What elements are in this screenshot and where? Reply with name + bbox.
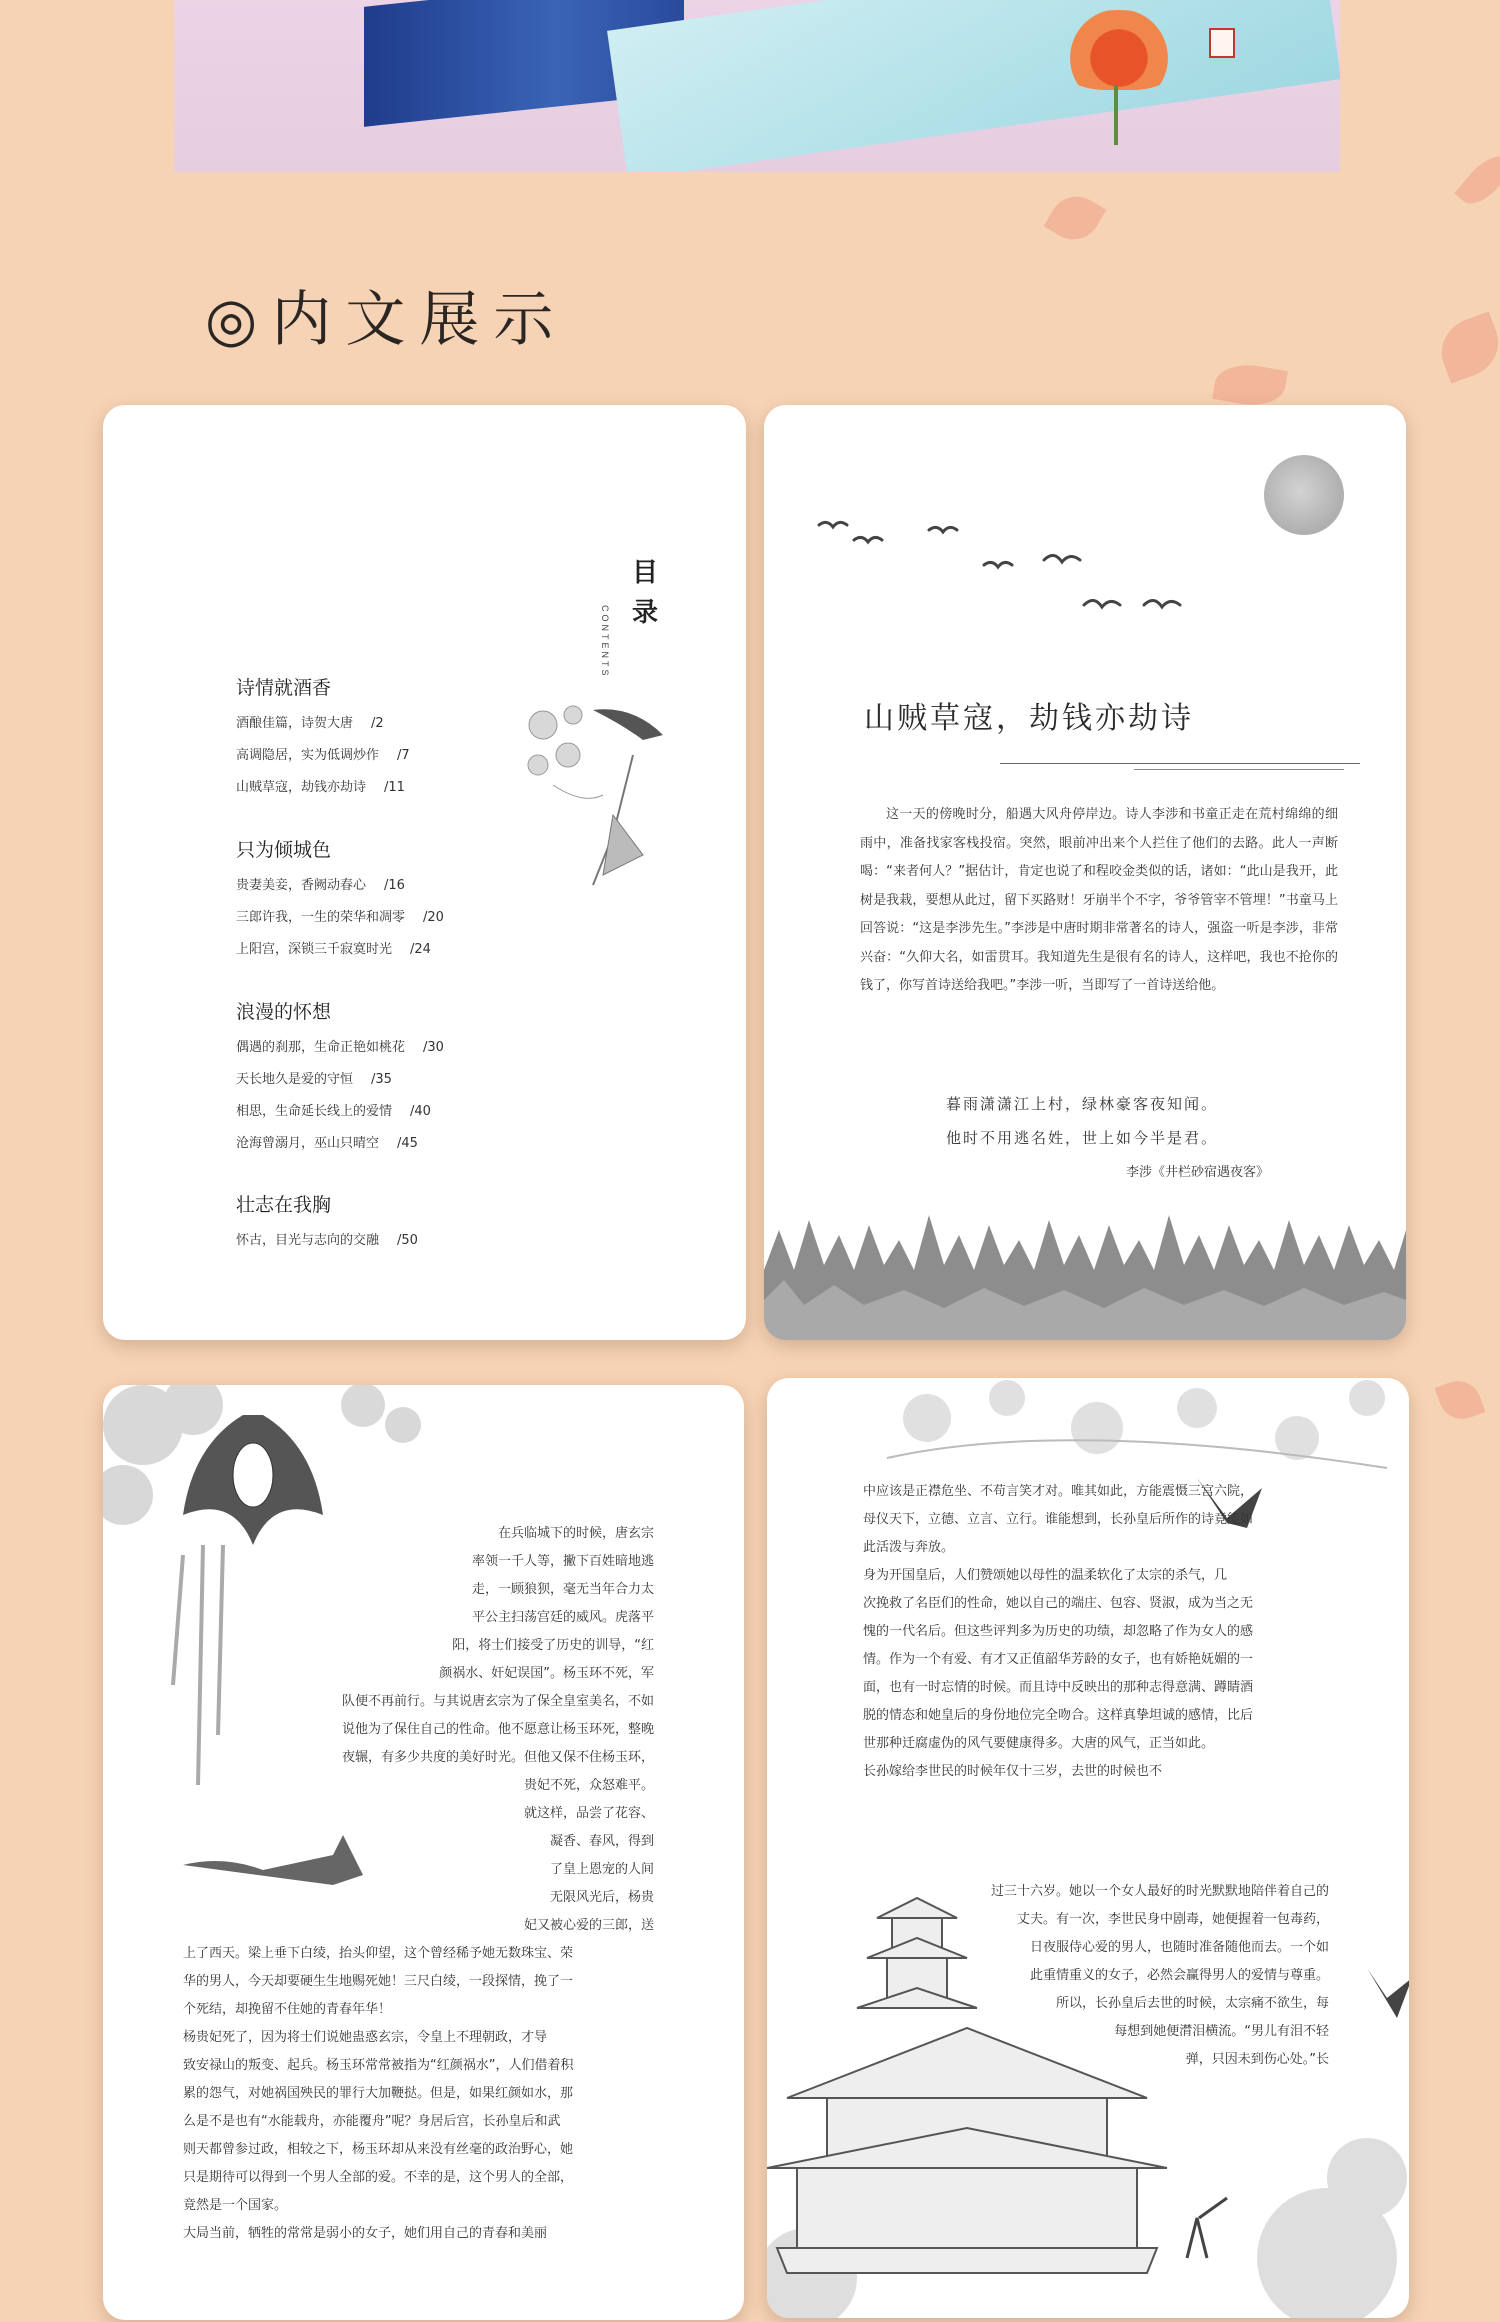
chapter-title: 山贼草寇，劫钱亦劫诗: [864, 701, 1194, 736]
text-line: 夜辗，有多少共度的美好时光。但他又保不住杨玉环，: [341, 1750, 654, 1765]
text-line: 走，一顾狼狈，毫无当年合力太: [471, 1582, 654, 1597]
chapter-body-text: 这一天的傍晚时分，船遇大风舟停岸边。诗人李涉和书童正走在荒村绵绵的细雨中，准备找家客栈投宿。突然，眼前冲出来个人拦住了他们的去路。此人一声断喝：“来者何人？”据估计，肯定也说了和程咬金类似的话，诸如：“此山是我开，此树是我栽，要想从此过，留下买路财！牙崩半个不字，爷爷管宰不管埋！”书童马上回答说：“这是李涉先生。”李涉是中唐时期非常著名的诗人，强盗一听是李涉，非常兴奋：“久仰大名，如雷贯耳。我知道先生是很有名的诗人，这样吧，我也不抢你的钱了，你写首诗送给我吧。”李涉一听，当即写了一首诗送给他。: [860, 807, 1338, 993]
toc-item[interactable]: [236, 772, 410, 804]
body-page-left: [103, 1385, 744, 2320]
toc-item-title: 相思，生命延长线上的爱情: [236, 1104, 393, 1119]
toc-group-title: 诗情就酒香: [236, 677, 332, 699]
toc-item[interactable]: [236, 870, 444, 902]
text-line: 长孙嫁给李世民的时候年仅十三岁，去世的时候也不: [863, 1764, 1163, 1779]
toc-item-title: 偶遇的刹那，生命正艳如桃花: [236, 1040, 406, 1055]
petal-decoration: [1454, 147, 1500, 212]
poem-source: 李涉《井栏砂宿遇夜客》: [1126, 1165, 1270, 1180]
toc-group: [236, 1190, 418, 1257]
text-line: 弹，只因未到伤心处。”长: [1185, 2052, 1329, 2067]
toc-item-title: 三郎许我，一生的荣华和凋零: [236, 910, 406, 925]
text-line: 率领一千人等，撇下百姓暗地逃: [471, 1554, 654, 1569]
toc-item-page: /45: [397, 1136, 418, 1151]
section-title: ◎内文展示: [205, 285, 568, 355]
text-line: 每想到她便潸泪横流。“男儿有泪不轻: [1114, 2024, 1329, 2039]
poem-line: 他时不用逃名姓，世上如今半是君。: [946, 1129, 1219, 1147]
lotus-flower-illustration: [1054, 10, 1184, 90]
text-line: 只是期待可以得到一个男人全部的爱。不幸的是，这个男人的全部，: [183, 2170, 574, 2185]
toc-item-page: /40: [410, 1104, 431, 1119]
text-line: 在兵临城下的时候，唐玄宗: [497, 1526, 654, 1541]
petal-decoration: [1212, 359, 1288, 411]
text-line: 情。作为一个有爱、有才又正值韶华芳龄的女子，也有娇艳妩媚的一: [863, 1652, 1254, 1667]
petal-decoration: [1432, 311, 1500, 383]
text-line: 竟然是一个国家。: [183, 2198, 288, 2213]
text-line: 说他为了保住自己的性命。他不愿意让杨玉环死，整晚: [341, 1722, 654, 1737]
toc-item-title: 山贼草寇，劫钱亦劫诗: [236, 780, 367, 795]
petal-decoration: [1434, 1374, 1485, 1425]
text-block-top: [863, 1478, 1343, 1786]
lotus-stem: [1114, 85, 1118, 145]
text-line: 所以，长孙皇后去世的时候，太宗痛不欲生，每: [1055, 1996, 1329, 2011]
toc-item-page: /20: [423, 910, 444, 925]
toc-item[interactable]: [236, 1032, 444, 1064]
toc-item[interactable]: [236, 740, 410, 772]
toc-item-page: /2: [371, 716, 384, 731]
text-line: 此重情重义的女子，必然会赢得男人的爱情与尊重。: [1029, 1968, 1329, 1983]
toc-group-title: 浪漫的怀想: [236, 1001, 332, 1023]
text-line: 么是不是也有“水能载舟，亦能覆舟”呢？身居后宫，长孙皇后和武: [183, 2114, 561, 2129]
toc-item-title: 怀古，目光与志向的交融: [236, 1233, 380, 1248]
toc-item[interactable]: [236, 1064, 444, 1096]
text-line: 日夜服侍心爱的男人，也随时准备随他而去。一个如: [1029, 1940, 1329, 1955]
text-line: 华的男人，今天却要硬生生地赐死她！三尺白绫，一段探情，挽了一: [183, 1974, 574, 1989]
text-line: 丈夫。有一次，李世民身中剧毒，她便握着一包毒药，: [1016, 1912, 1329, 1927]
toc-item-page: /16: [384, 878, 405, 893]
text-line: 过三十六岁。她以一个女人最好的时光默默地陪伴着自己的: [990, 1884, 1329, 1899]
toc-item[interactable]: [236, 934, 444, 966]
text-line: 面，也有一时忘情的时候。而且诗中反映出的那种志得意满、蹲睛酒: [863, 1680, 1254, 1695]
title-divider: [1000, 763, 1360, 764]
text-line: 身为开国皇后，人们赞颂她以母性的温柔软化了太宗的杀气，几: [863, 1568, 1228, 1583]
toc-item-page: /30: [423, 1040, 444, 1055]
text-line: 脱的情态和她皇后的身份地位完全吻合。这样真挚坦诚的感情，比后: [863, 1708, 1254, 1723]
body-page-right: [767, 1378, 1409, 2318]
text-line: 致安禄山的叛变、起兵。杨玉环常常被指为“红颜祸水”，人们借着积: [183, 2058, 574, 2073]
toc-page: [103, 405, 746, 1340]
petal-decoration: [1044, 187, 1107, 250]
text-line: 颜祸水、奸妃误国”。杨玉环不死，军: [439, 1666, 654, 1681]
text-line: 上了西天。梁上垂下白绫，抬头仰望，这个曾经稀予她无数珠宝、荣: [183, 1946, 574, 1961]
text-line: 母仪天下，立德、立言、立行。谁能想到，长孙皇后所作的诗竟能如: [863, 1512, 1254, 1527]
toc-item-title: 贵妻美妾，香阙动春心: [236, 878, 367, 893]
toc-item-page: /35: [371, 1072, 392, 1087]
text-line: 世那种迁腐虚伪的风气要健康得多。大唐的风气，正当如此。: [863, 1736, 1215, 1751]
toc-item[interactable]: [236, 902, 444, 934]
ink-flower-illustration: [513, 695, 713, 895]
text-line: 平公主扫荡宫廷的威风。虎落平: [471, 1610, 654, 1625]
text-line: 累的怨气，对她祸国殃民的罪行大加鞭挞。但是，如果红颜如水，那: [183, 2086, 574, 2101]
toc-item[interactable]: [236, 1128, 444, 1160]
toc-group-title: 只为倾城色: [236, 839, 332, 861]
text-line: 中应该是正襟危坐、不苟言笑才对。唯其如此，方能震慑三宫六院，: [863, 1484, 1254, 1499]
toc-item-title: 酒酿佳篇，诗贺大唐: [236, 716, 354, 731]
toc-item-page: /7: [397, 748, 410, 763]
toc-item[interactable]: [236, 708, 410, 740]
toc-item-page: /11: [384, 780, 405, 795]
text-line: 就这样，品尝了花容、: [523, 1806, 654, 1821]
toc-group: [236, 673, 410, 804]
text-line: 队便不再前行。与其说唐玄宗为了保全皇室美名，不如: [341, 1694, 654, 1709]
flying-birds-illustration: [814, 505, 1314, 625]
text-line: 个死结，却挽留不住她的青春年华！: [183, 2002, 392, 2017]
text-line: 贵妃不死，众怒难平。: [523, 1778, 654, 1793]
text-line: 则天都曾参过政，相较之下，杨玉环却从来没有丝毫的政治野心，她: [183, 2142, 574, 2157]
toc-item-title: 天长地久是爱的守恒: [236, 1072, 354, 1087]
toc-item-title: 上阳宫，深锁三千寂寞时光: [236, 942, 393, 957]
toc-group-title: 壮志在我胸: [236, 1194, 332, 1216]
toc-group: [236, 997, 444, 1160]
text-line: 愧的一代名后。但这些评判多为历史的功绩，却忽略了作为女人的感: [863, 1624, 1254, 1639]
toc-heading: 目录: [631, 558, 658, 628]
toc-item-title: 沧海曾溺月，巫山只晴空: [236, 1136, 380, 1151]
toc-item[interactable]: [236, 1225, 418, 1257]
text-line: 大局当前，牺牲的常常是弱小的女子，她们用自己的青春和美丽: [183, 2226, 548, 2241]
text-line: 此活泼与奔放。: [863, 1540, 955, 1555]
text-line: 杨贵妃死了，因为将士们说她蛊惑玄宗，令皇上不理朝政，才导: [183, 2030, 548, 2045]
title-divider: [1134, 769, 1344, 770]
toc-item-title: 高调隐居，实为低调炒作: [236, 748, 380, 763]
chapter-page: [764, 405, 1406, 1340]
poem: [946, 1087, 1218, 1155]
toc-group: [236, 835, 444, 966]
text-line: 次挽救了名臣们的性命，她以自己的端庄、包容、贤淑，成为当之无: [863, 1596, 1254, 1611]
text-line: 了皇上恩宠的人间: [549, 1862, 654, 1877]
text-block-right: [342, 1520, 654, 1940]
ink-pagoda-illustration: [767, 1878, 1409, 2318]
product-photo-strip: [174, 0, 1340, 172]
poem-line: 暮雨潇潇江上村，绿林豪客夜知闻。: [946, 1095, 1219, 1113]
text-block-full: [183, 1940, 671, 2248]
text-line: 无限风光后，杨贵: [549, 1890, 654, 1905]
toc-item-page: /50: [397, 1233, 418, 1248]
bookmark-card: [607, 0, 1340, 172]
toc-item-page: /24: [410, 942, 431, 957]
toc-item[interactable]: [236, 1096, 444, 1128]
seal-stamp: [1209, 28, 1235, 58]
text-line: 妃又被心爱的三郎，送: [523, 1918, 654, 1933]
ink-forest-illustration: [764, 1210, 1406, 1340]
toc-heading-en: CONTENTS: [600, 605, 610, 679]
text-line: 阳，将士们接受了历史的训导，“红: [452, 1638, 654, 1653]
text-line: 凝香、春风，得到: [549, 1834, 654, 1849]
